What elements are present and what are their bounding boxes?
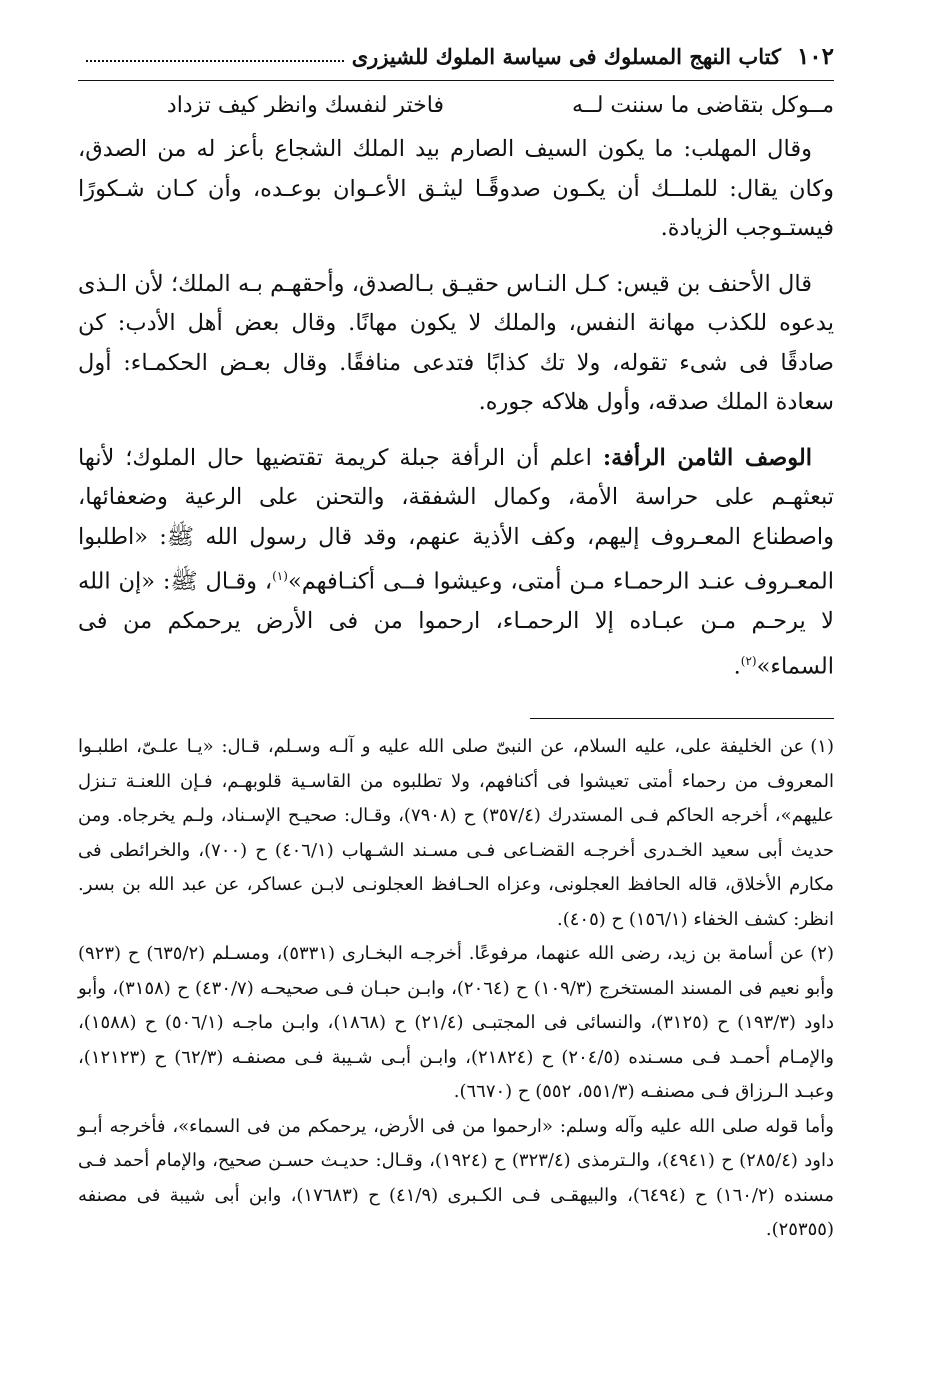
footnote-1-number: (١)	[810, 736, 834, 757]
footnote-2-text: عن أسامة بن زيد، رضى الله عنهما، مرفوعًا. أخرجـه البخـارى (٥٣٣١)، ومسـلم (٦٣٥/٢) ح (٩٢٣) وأبو نعيم فى المسند المستخرج (١٠٩/٣) ح (٢٠٦٤)، وابـن حبـان فـى صحيحـه (٤٣٠/٧) ح (٣١٥٨)، وأبو داود (١٩٣/٣) ح (٣١٢٥)، والنسائى فى المجتبـى (٢١/٤) ح (١٨٦٨)، وابـن ماجـه (٥٠٦/١) ح (١٥٨٨)، والإمـام أحمـد فـى مسـنده (٢٠٤/٥) ح (٢١٨٢٤)، وابـن أبـى شـيبة فـى مصنفـه (٦٢/٣) ح (١٢١٢٣)، وعبـد الـرزاق فـى مصنفـه (٥٥١/٣، ٥٥٢) ح (٦٦٧٠).	[78, 943, 835, 1102]
section-heading-mercy: الوصف الثامن الرأفة:	[602, 444, 812, 471]
footnote-1	[78, 730, 834, 937]
paragraph-mercy-text-b: ، وقـال ﷺ: «إن الله لا يرحـم مـن عبـاده إلا الرحمـاء، ارحموا من فى الأرض يرحمكم من فى السماء»	[78, 568, 834, 679]
paragraph-muhallab: وقال المهلب: ما يكون السيف الصارم بيد الملك الشجاع بأعز له من الصدق، وكان يقال: للملــك أن يكـون صدوقًـا ليثـق الأعـوان بوعـده، وأن كـان شـكورًا فيستـوجب الزيادة.	[78, 136, 834, 241]
footnote-1-text: عن الخليفة على، عليه السلام، عن النبىّ صلى الله عليه و آلـه وسـلم، قـال: «يـا علـىّ، اطلبـوا المعروف من رحماء أمتى تعيشوا فى أكنافهم، ولا تطلبوه من القاسـية قلوبهـم، فـإن اللعنـة تـنزل عليهم»، أخرجه الحاكم فـى المستدرك (٣٥٧/٤) ح (٧٩٠٨)، وقـال: صحيـح الإسـناد، ولـم يخرجاه. ومن حديث أبى سعيد الخـدرى أخرجـه القضـاعى فـى مسـند الشـهاب (٤٠٦/١) ح (٧٠٠)، والخرائطى فى مكارم الأخلاق، قاله الحافظ العجلونى، وعزاه الحـافظ العجلونـى لابـن عساكر، عن عبد الله بن بسر. انظر: كشف الخفاء (١٥٦/١) ح (٤٠٥).	[78, 736, 835, 930]
main-text	[78, 130, 834, 703]
paragraph-mercy	[78, 439, 834, 687]
footnote-2-continuation: وأما قوله صلى الله عليه وآله وسلم: «ارحموا من فى الأرض، يرحمكم من فى السماء»، فأخرجه أبـو داود (٢٨٥/٤) ح (٤٩٤١)، والـترمذى (٣٢٣/٤) ح (١٩٢٤)، وقـال: حديـث حسـن صحيح، والإمام أحمد فـى مسنده (١٦٠/٢) ح (٦٤٩٤)، والبيهقـى فـى الكـبرى (٤١/٩) ح (١٧٦٨٣)، وابن أبى شيبة فى مصنفه (٢٥٣٥٥).	[78, 1115, 834, 1240]
footnotes	[78, 730, 834, 1248]
paragraph-ahnaf: قال الأحنف بن قيس: كـل النـاس حقيـق بـالصدق، وأحقهـم بـه الملك؛ لأن الـذى يدعوه للكذب مهانة النفس، والملك لا يكون مهانًا. وقال بعض أهل الأدب: كن صادقًا فى شىء تقوله، ولا تك كذابًا فتدعى منافقًا. وقال بعـض الحكمـاء: أول سعادة الملك صدقه، وأول هلاكه جوره.	[78, 270, 834, 415]
footnote-ref-2: (٢)	[740, 653, 757, 668]
poetry-verse	[78, 86, 834, 126]
footnote-2	[78, 937, 834, 1110]
book-title: كتاب النهج المسلوك فى سياسة الملوك للشيزرى	[351, 43, 781, 69]
paragraph-mercy-end: .	[733, 653, 741, 679]
running-header	[78, 36, 834, 76]
paragraph-mercy-text-a: اعلم أن الرأفة جبلة كريمة تقتضيها حال الملوك؛ لأنها تبعثهـم على حراسة الأمة، وكمال الشفقة، والتحنن على الرعية وضعفائها، واصطناع المعـروف إليهم، وكف الأذية عنهم، وقد قال رسول الله ﷺ: «اطلبوا المعـروف عنـد الرحمـاء مـن أمتى، وعيشوا فــى أكنـافهم»	[78, 444, 834, 595]
leader-dots	[86, 50, 344, 62]
footnote-2-number: (٢)	[810, 943, 834, 964]
footnote-ref-1: (١)	[272, 569, 288, 583]
page-number: ١٠٢	[796, 42, 834, 70]
header-rule	[78, 80, 834, 81]
verse-hemistich-first: مــوكل بتقاضى ما سننت لــه	[572, 93, 834, 118]
footnote-rule	[530, 718, 834, 719]
verse-hemistich-second: فاختر لنفسك وانظر كيف تزداد	[166, 93, 444, 118]
